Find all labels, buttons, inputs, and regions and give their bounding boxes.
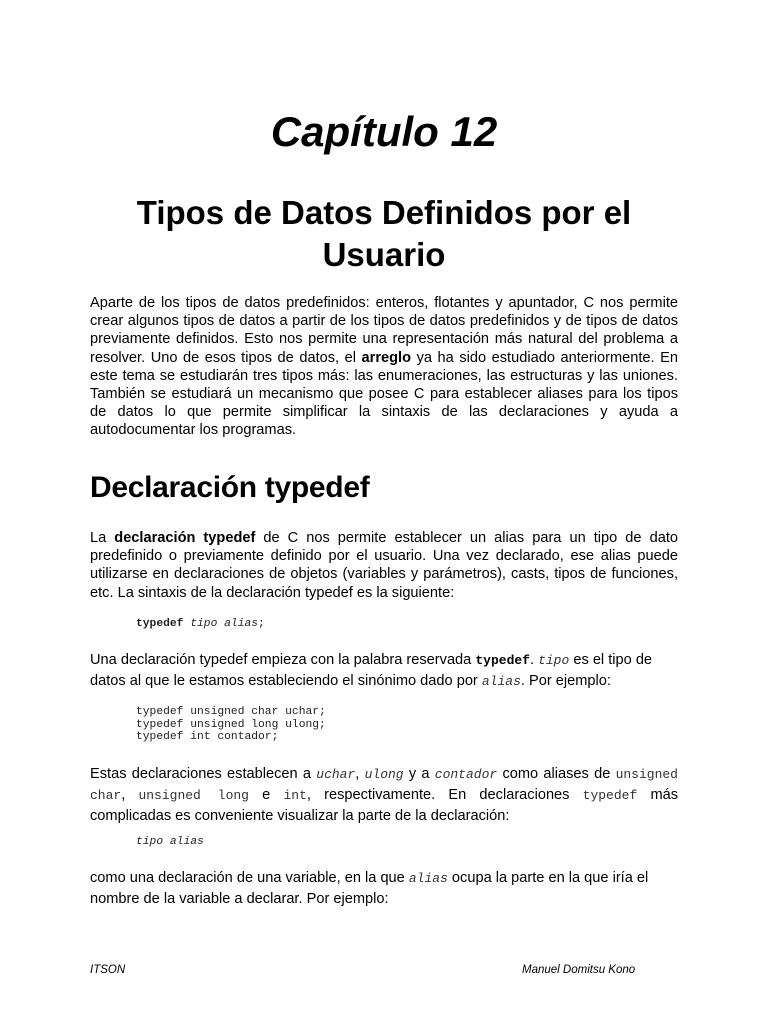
alias-ulong: ulong [364,767,404,782]
footer-left: ITSON [90,964,126,976]
type-unsigned-char: unsigned char [90,767,678,803]
aliases-text: , [121,787,139,803]
type-int: int [283,788,307,803]
last-alias: alias [408,871,448,886]
explain-text-2: es el tipo de datos al que le estamos estableciendo el sinónimo dado por [90,652,653,689]
page-title-line1: Tipos de Datos Definidos por el [136,194,632,231]
aliases-text: , respectivamente. En declaraciones [306,787,583,803]
code-line: typedef unsigned long ulong; [136,718,326,731]
intro-text-1: Aparte de los tipos de datos predefinidos: enteros, flotantes y apuntador, C nos permite crear algunos tipos de datos a partir de los tipos de datos predefinidos y de tipos de datos previamente definidos. Esto nos permite una representación más natural del problema a resolver. Uno de esos tipos de datos, el [90,295,678,366]
explain-text-3: . Por ejemplo: [520,673,611,689]
section-heading: Declaración typedef [90,471,370,504]
code-line: typedef unsigned char uchar; [136,706,326,718]
page-title [60,192,708,276]
syntax-keyword: typedef [136,618,184,630]
code-line: typedef int contador; [136,731,279,743]
chapter-title: Capítulo 12 [270,108,498,155]
intro-bold: arreglo [361,349,412,366]
type-typedef: typedef [582,788,638,803]
aliases-text: Estas declaraciones establecen a [90,766,317,782]
last-paragraph [90,868,678,909]
typedef-paragraph [90,529,678,602]
aliases-text: e [249,787,284,803]
explain-dot: . [529,652,539,668]
explain-text-1: Una declaración typedef empieza con la palabra reservada [90,652,476,668]
explain-alias: alias [481,674,521,689]
tipo-alias-line: tipo alias [136,836,204,848]
typedef-text-1: La [90,530,115,546]
last-text-1: como una declaración de una variable, en la que [90,870,409,886]
type-unsigned-long: unsigned long [138,788,249,803]
alias-uchar: uchar [316,767,356,782]
aliases-paragraph [90,764,678,826]
explain-paragraph [90,650,678,692]
syntax-semicolon: ; [258,618,265,630]
intro-paragraph [90,294,678,440]
aliases-text: como aliases de [497,766,616,782]
aliases-text: y a [403,766,435,782]
explain-keyword: typedef [475,653,530,668]
explain-tipo: tipo [538,653,570,668]
syntax-line [136,618,265,631]
syntax-rest: tipo alias [183,618,259,630]
footer-right: Manuel Domitsu Kono [522,964,636,976]
typedef-text-2: de C nos permite establecer un alias para un tipo de dato predefinido o previamente definido por el usuario. Una vez declarado, ese alias puede utilizarse en declaraciones de objetos (variables y parámetros), casts, tipos de funciones, etc. La sintaxis de la declaración typedef es la siguiente: [90,530,678,601]
aliases-text: , [355,766,365,782]
aliases-text: más complicadas es conveniente visualizar la parte de la declaración: [90,787,679,824]
page-title-line2: Usuario [322,236,446,273]
last-text-2: ocupa la parte en la que iría el nombre de la variable a declarar. Por ejemplo: [90,870,649,907]
alias-contador: contador [434,767,498,782]
code-example-block [136,706,326,744]
typedef-bold: declaración typedef [114,530,256,546]
intro-text-2: ya ha sido estudiado anteriormente. En este tema se estudiarán tres tipos más: las enumeraciones, las estructuras y las uniones. También se estudiará un mecanismo que posee C para establecer aliases para los tipos de datos lo que permite simplificar la sintaxis de las declaraciones y ayuda a autodocumentar los programas. [90,349,678,439]
